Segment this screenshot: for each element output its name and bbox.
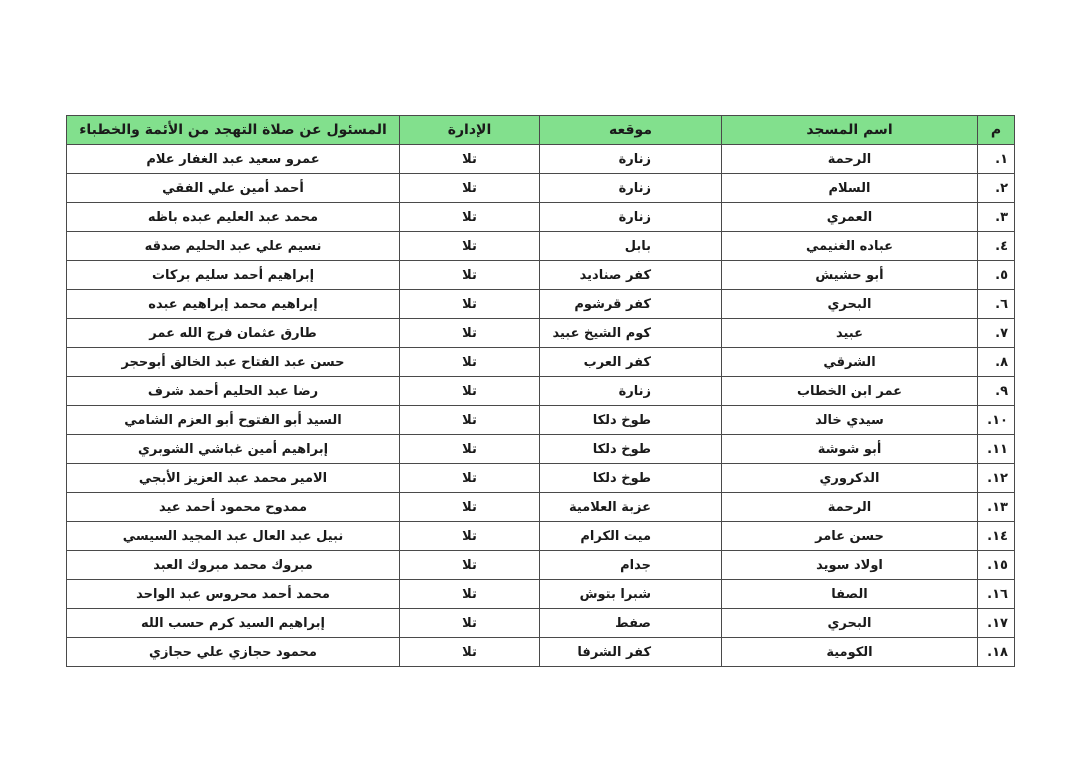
responsible-cell: ممدوح محمود أحمد عيد — [67, 493, 400, 522]
location-cell: ميت الكرام — [540, 522, 722, 551]
table-body — [67, 145, 1015, 667]
mosque-name-cell: عباده الغنيمي — [722, 232, 978, 261]
table-row — [67, 464, 1015, 493]
table-row — [67, 609, 1015, 638]
responsible-cell: إبراهيم أمين غباشي الشوبري — [67, 435, 400, 464]
location-cell: كفر الشرفا — [540, 638, 722, 667]
table-row — [67, 348, 1015, 377]
location-cell: صفط — [540, 609, 722, 638]
mosque-name-cell: اولاد سويد — [722, 551, 978, 580]
responsible-cell: محمود حجازي علي حجازي — [67, 638, 400, 667]
location-cell: كفر قرشوم — [540, 290, 722, 319]
responsible-cell: حسن عبد الفتاح عبد الخالق أبوحجر — [67, 348, 400, 377]
row-index: ٤. — [978, 232, 1015, 261]
row-index: ١. — [978, 145, 1015, 174]
row-index: ١٦. — [978, 580, 1015, 609]
location-cell: شبرا بتوش — [540, 580, 722, 609]
mosque-name-cell: الدكروري — [722, 464, 978, 493]
administration-cell: تلا — [400, 522, 540, 551]
document-sheet — [66, 115, 1014, 667]
location-cell: زنارة — [540, 377, 722, 406]
administration-cell: تلا — [400, 580, 540, 609]
mosque-name-cell: السلام — [722, 174, 978, 203]
mosque-name-cell: العمري — [722, 203, 978, 232]
location-cell: عزبة العلامية — [540, 493, 722, 522]
responsible-cell: إبراهيم أحمد سليم بركات — [67, 261, 400, 290]
table-row — [67, 580, 1015, 609]
row-index: ١٥. — [978, 551, 1015, 580]
row-index: ١١. — [978, 435, 1015, 464]
table-row — [67, 290, 1015, 319]
row-index: ١٧. — [978, 609, 1015, 638]
responsible-cell: مبروك محمد مبروك العبد — [67, 551, 400, 580]
row-index: ٣. — [978, 203, 1015, 232]
row-index: ٢. — [978, 174, 1015, 203]
responsible-cell: محمد عبد العليم عبده باظه — [67, 203, 400, 232]
mosque-name-cell: عمر ابن الخطاب — [722, 377, 978, 406]
mosque-name-cell: أبو حشيش — [722, 261, 978, 290]
mosque-name-cell: أبو شوشة — [722, 435, 978, 464]
location-cell: كفر صناديد — [540, 261, 722, 290]
location-cell: طوخ دلكا — [540, 435, 722, 464]
administration-cell: تلا — [400, 261, 540, 290]
header-administration: الإدارة — [400, 116, 540, 145]
responsible-cell: أحمد أمين علي الفقي — [67, 174, 400, 203]
table-row — [67, 203, 1015, 232]
administration-cell: تلا — [400, 609, 540, 638]
administration-cell: تلا — [400, 319, 540, 348]
table-row — [67, 261, 1015, 290]
tahajjud-schedule-table — [66, 115, 1015, 667]
table-row — [67, 493, 1015, 522]
table-row — [67, 406, 1015, 435]
administration-cell: تلا — [400, 203, 540, 232]
table-header — [67, 116, 1015, 145]
header-location: موقعه — [540, 116, 722, 145]
row-index: ٨. — [978, 348, 1015, 377]
row-index: ٧. — [978, 319, 1015, 348]
mosque-name-cell: الرحمة — [722, 145, 978, 174]
header-row — [67, 116, 1015, 145]
mosque-name-cell: البحري — [722, 290, 978, 319]
mosque-name-cell: الصفا — [722, 580, 978, 609]
location-cell: زنارة — [540, 203, 722, 232]
responsible-cell: السيد أبو الفتوح أبو العزم الشامي — [67, 406, 400, 435]
administration-cell: تلا — [400, 435, 540, 464]
location-cell: بابل — [540, 232, 722, 261]
administration-cell: تلا — [400, 145, 540, 174]
administration-cell: تلا — [400, 232, 540, 261]
row-index: ١٨. — [978, 638, 1015, 667]
responsible-cell: إبراهيم السيد كرم حسب الله — [67, 609, 400, 638]
responsible-cell: الامير محمد عبد العزيز الأبجي — [67, 464, 400, 493]
row-index: ١٢. — [978, 464, 1015, 493]
mosque-name-cell: البحري — [722, 609, 978, 638]
responsible-cell: طارق عثمان فرج الله عمر — [67, 319, 400, 348]
location-cell: طوخ دلكا — [540, 464, 722, 493]
table-row — [67, 319, 1015, 348]
row-index: ١٣. — [978, 493, 1015, 522]
header-responsible: المسئول عن صلاة التهجد من الأئمة والخطباء — [67, 116, 400, 145]
administration-cell: تلا — [400, 638, 540, 667]
mosque-name-cell: حسن عامر — [722, 522, 978, 551]
responsible-cell: عمرو سعيد عبد الغفار علام — [67, 145, 400, 174]
responsible-cell: نبيل عبد العال عبد المجيد السيسي — [67, 522, 400, 551]
row-index: ٩. — [978, 377, 1015, 406]
table-row — [67, 638, 1015, 667]
table-row — [67, 145, 1015, 174]
administration-cell: تلا — [400, 290, 540, 319]
location-cell: زنارة — [540, 174, 722, 203]
administration-cell: تلا — [400, 551, 540, 580]
administration-cell: تلا — [400, 464, 540, 493]
mosque-name-cell: الكومية — [722, 638, 978, 667]
mosque-name-cell: عبيد — [722, 319, 978, 348]
table-row — [67, 232, 1015, 261]
table-row — [67, 174, 1015, 203]
mosque-name-cell: الشرقي — [722, 348, 978, 377]
header-mosque-name: اسم المسجد — [722, 116, 978, 145]
responsible-cell: إبراهيم محمد إبراهيم عبده — [67, 290, 400, 319]
row-index: ١٤. — [978, 522, 1015, 551]
table-row — [67, 522, 1015, 551]
location-cell: كفر العرب — [540, 348, 722, 377]
administration-cell: تلا — [400, 406, 540, 435]
table-row — [67, 551, 1015, 580]
row-index: ١٠. — [978, 406, 1015, 435]
administration-cell: تلا — [400, 348, 540, 377]
administration-cell: تلا — [400, 174, 540, 203]
row-index: ٦. — [978, 290, 1015, 319]
table-row — [67, 377, 1015, 406]
table-row — [67, 435, 1015, 464]
responsible-cell: محمد أحمد محروس عبد الواحد — [67, 580, 400, 609]
administration-cell: تلا — [400, 493, 540, 522]
location-cell: كوم الشيخ عبيد — [540, 319, 722, 348]
location-cell: جدام — [540, 551, 722, 580]
responsible-cell: رضا عبد الحليم أحمد شرف — [67, 377, 400, 406]
responsible-cell: نسيم علي عبد الحليم صدقه — [67, 232, 400, 261]
administration-cell: تلا — [400, 377, 540, 406]
row-index: ٥. — [978, 261, 1015, 290]
location-cell: زنارة — [540, 145, 722, 174]
mosque-name-cell: الرحمة — [722, 493, 978, 522]
location-cell: طوخ دلكا — [540, 406, 722, 435]
header-index: م — [978, 116, 1015, 145]
mosque-name-cell: سيدي خالد — [722, 406, 978, 435]
